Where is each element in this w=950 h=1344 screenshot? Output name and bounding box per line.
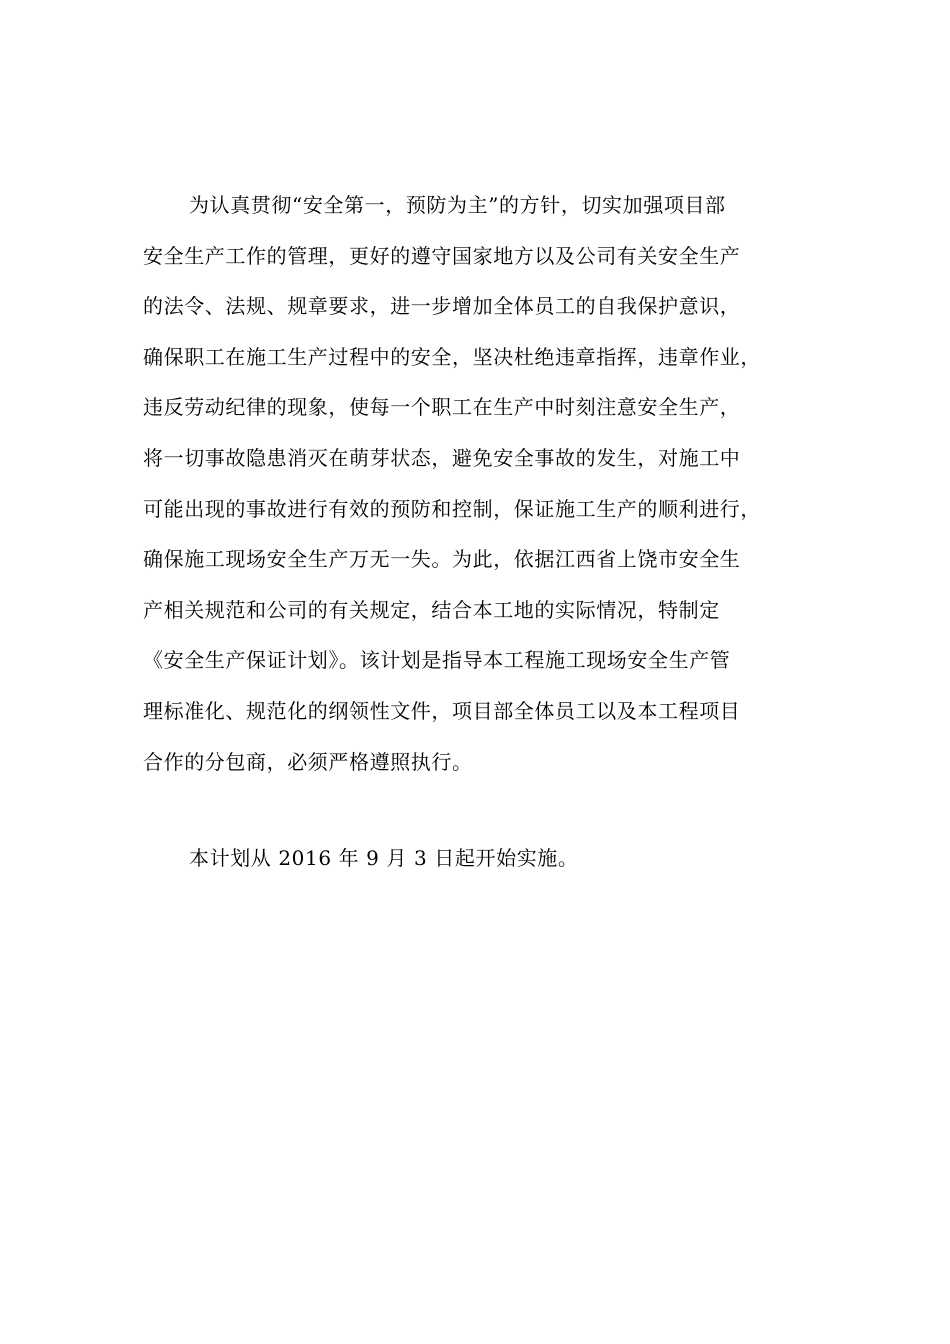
paragraph-line: 确保职工在施工生产过程中的安全，坚决杜绝违章指挥，违章作业，: [143, 344, 761, 369]
effective-date-paragraph: 本计划从 2016 年 9 月 3 日起开始实施。: [189, 846, 579, 871]
paragraph-line: 确保施工现场安全生产万无一失。为此，依据江西省上饶市安全生: [143, 547, 741, 572]
paragraph-line: 的法令、法规、规章要求，进一步增加全体员工的自我保护意识，: [143, 294, 741, 319]
paragraph-line: 合作的分包商，必须严格遵照执行。: [143, 749, 473, 774]
paragraph-line: 可能出现的事故进行有效的预防和控制，保证施工生产的顺利进行，: [143, 496, 761, 521]
paragraph-line: 安全生产工作的管理，更好的遵守国家地方以及公司有关安全生产: [143, 243, 741, 268]
paragraph-line: 《安全生产保证计划》。该计划是指导本工程施工现场安全生产管: [143, 648, 731, 673]
document-body: [143, 180, 833, 884]
paragraph-gap: [143, 787, 833, 833]
paragraph-line: 理标准化、规范化的纲领性文件，项目部全体员工以及本工程项目: [143, 698, 741, 723]
paragraph-line: 产相关规范和公司的有关规定，结合本工地的实际情况，特制定: [143, 597, 720, 622]
paragraph-line: 将一切事故隐患消灭在萌芽状态，避免安全事故的发生，对施工中: [143, 445, 741, 470]
paragraph-line: 为认真贯彻“安全第一，预防为主”的方针，切实加强项目部: [189, 193, 726, 217]
paragraph-line: 违反劳动纪律的现象，使每一个职工在生产中时刻注意安全生产，: [143, 395, 741, 420]
